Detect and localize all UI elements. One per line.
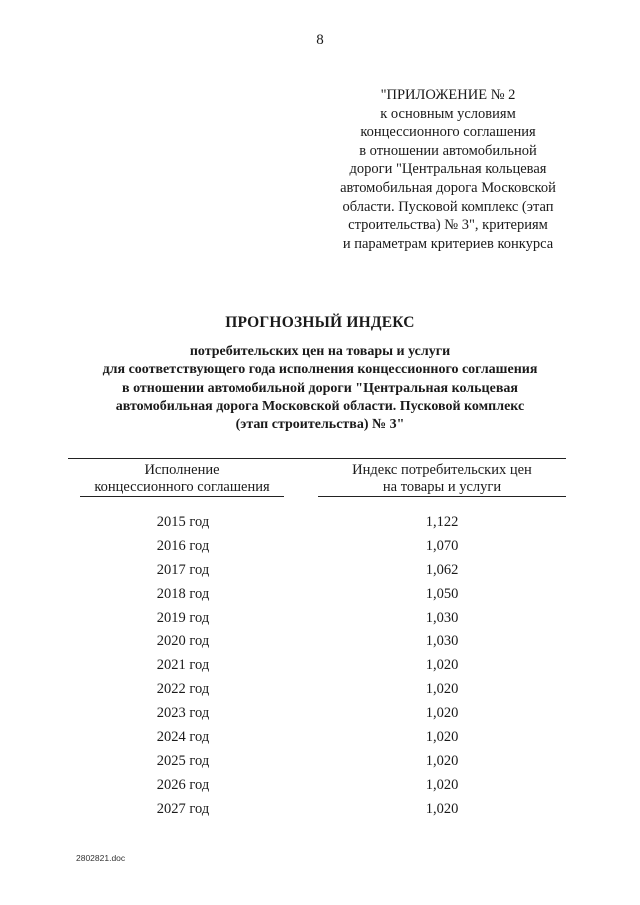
year-cell: 2020 год [156, 633, 210, 650]
index-value-cell: 1,020 [425, 657, 459, 674]
header-text-line: концессионного соглашения [94, 479, 270, 495]
year-cell: 2025 год [156, 752, 210, 769]
year-cell: 2026 год [156, 776, 210, 793]
header-text-line: на товары и услуги [382, 479, 502, 495]
year-cell: 2022 год [156, 681, 210, 698]
table-row [68, 631, 566, 655]
appendix-line: "ПРИЛОЖЕНИЕ № 2 [380, 87, 516, 103]
table-row [68, 775, 566, 799]
table-row [68, 679, 566, 703]
appendix-line: области. Пусковой комплекс (этап [342, 198, 554, 215]
index-table-header [68, 458, 566, 497]
index-value-cell: 1,020 [425, 800, 459, 817]
table-row [68, 608, 566, 632]
appendix-line: концессионного соглашения [360, 124, 536, 141]
subtitle-line: (этап строительства) № 3" [235, 417, 405, 433]
header-text-line: Индекс потребительских цен [352, 462, 532, 478]
index-value-cell: 1,122 [425, 514, 459, 530]
appendix-line: к основным условиям [380, 105, 516, 122]
header-text-line: Исполнение [144, 462, 220, 478]
index-value-cell: 1,030 [425, 609, 459, 626]
appendix-line: дороги "Центральная кольцевая [349, 161, 547, 178]
index-value-cell: 1,062 [425, 561, 459, 578]
subtitle-line: автомобильная дорога Московской области. Пусковой комплекс [115, 398, 525, 414]
subtitle-line: в отношении автомобильной дороги "Центральная кольцевая [122, 380, 518, 396]
year-cell: 2018 год [156, 585, 210, 602]
year-cell: 2015 год [156, 514, 210, 530]
table-row [68, 727, 566, 751]
year-cell: 2024 год [156, 729, 210, 746]
table-row [68, 536, 566, 560]
index-table-body [68, 512, 566, 823]
appendix-line: и параметрам критериев конкурса [342, 235, 554, 252]
year-cell: 2016 год [156, 537, 210, 554]
table-row [68, 799, 566, 823]
index-value-cell: 1,020 [425, 729, 459, 746]
table-row [68, 512, 566, 536]
appendix-line: строительства) № 3", критериям [348, 217, 548, 234]
table-row [68, 751, 566, 775]
appendix-line: в отношении автомобильной [359, 142, 537, 159]
table-row [68, 584, 566, 608]
index-value-cell: 1,070 [425, 537, 459, 554]
index-value-cell: 1,020 [425, 705, 459, 722]
header-cell-execution [68, 459, 298, 497]
year-cell: 2017 год [156, 561, 210, 578]
index-value-cell: 1,050 [425, 585, 459, 602]
page-number: 8 [316, 32, 324, 48]
index-value-cell: 1,020 [425, 681, 459, 698]
year-cell: 2023 год [156, 705, 210, 722]
subtitle-line: для соответствующего года исполнения концессионного соглашения [102, 362, 538, 378]
table-row [68, 560, 566, 584]
document-title: ПРОГНОЗНЫЙ ИНДЕКС [225, 314, 415, 331]
index-value-cell: 1,020 [425, 776, 459, 793]
year-cell: 2027 год [156, 800, 210, 817]
table-row [68, 703, 566, 727]
appendix-header [318, 86, 578, 253]
document-filename: 2802821.doc [76, 853, 126, 863]
document-subtitle [60, 343, 580, 434]
subtitle-line: потребительских цен на товары и услуги [189, 344, 451, 359]
index-value-cell: 1,020 [425, 752, 459, 769]
index-value-cell: 1,030 [425, 633, 459, 650]
year-cell: 2019 год [156, 609, 210, 626]
table-row [68, 655, 566, 679]
header-cell-index [318, 459, 566, 497]
appendix-line: автомобильная дорога Московской [340, 179, 556, 196]
year-cell: 2021 год [156, 657, 210, 674]
